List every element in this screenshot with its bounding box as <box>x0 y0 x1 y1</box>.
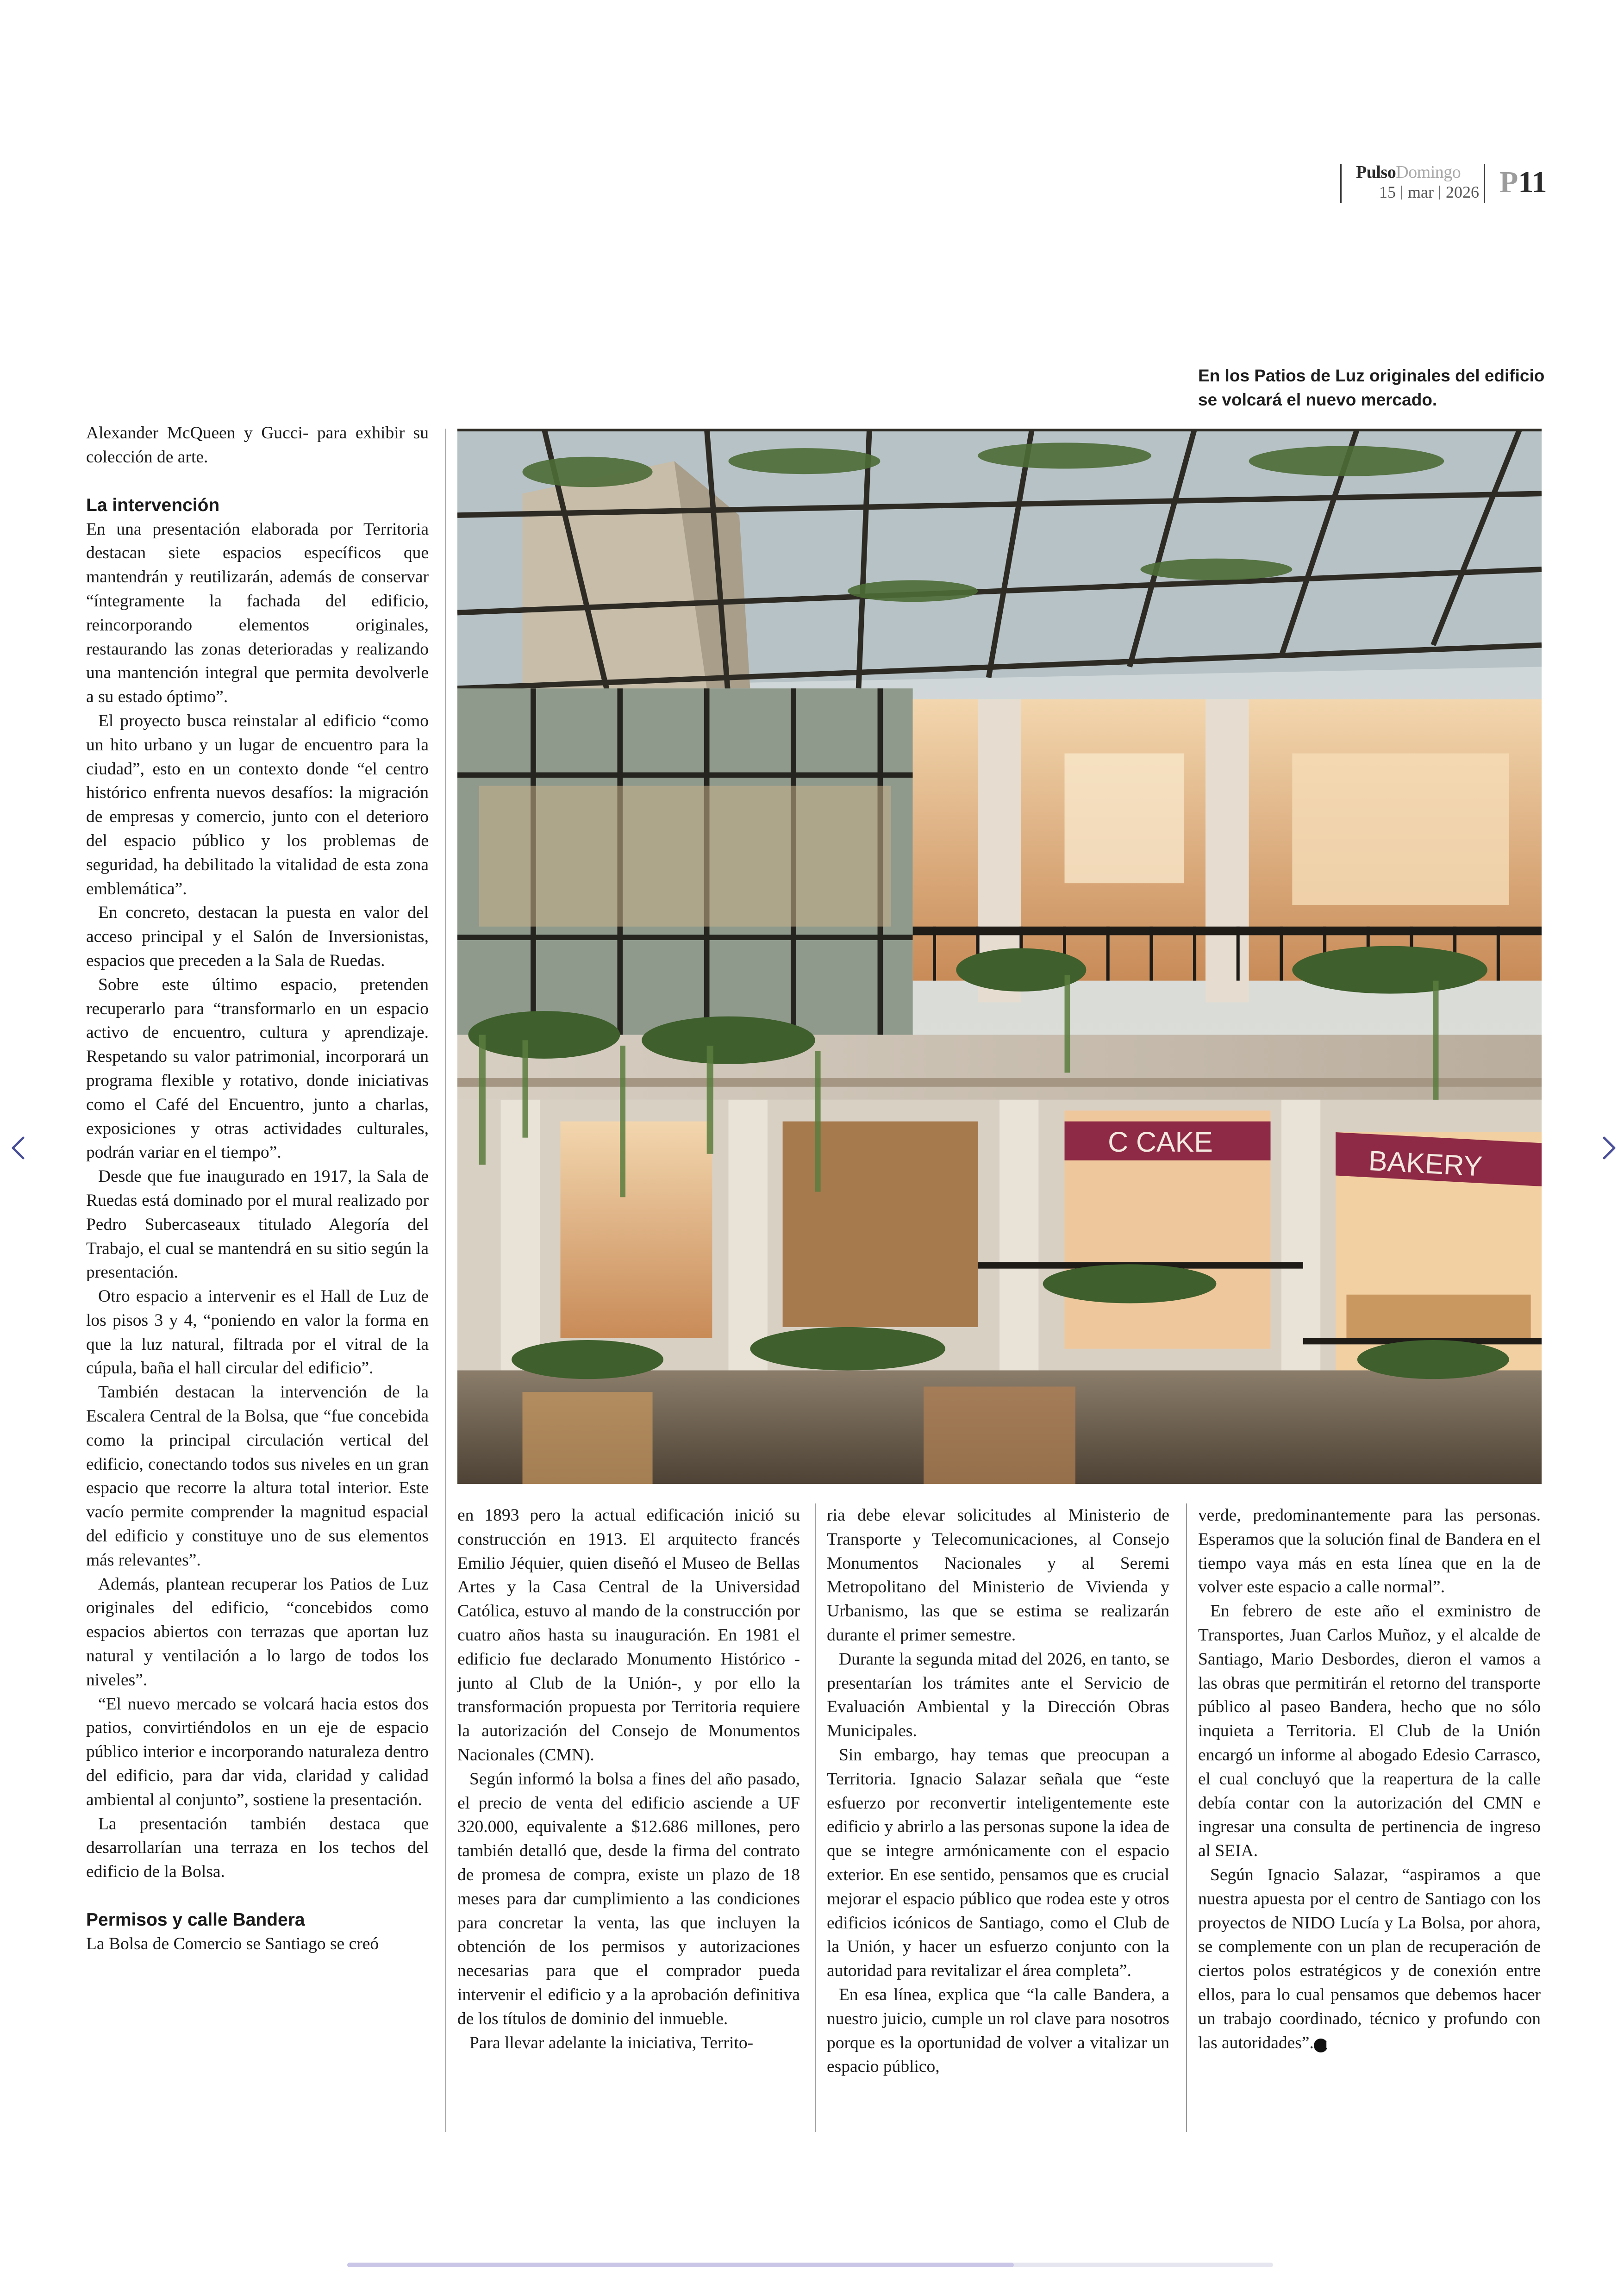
page-number <box>1499 165 1547 200</box>
paragraph-text: Según Ignacio Salazar, “aspiramos a que nuestra apuesta por el centro de Santiago con los proyectos de NIDO Lucía y La Bolsa, por ahora, se complemente con un plan de recuperación de ciertos polos estratégicos y de conexión entre ellos, para lo cual pensamos que debemos hacer un trabajo coordinado, técnico y profundo con las autoridades”. <box>1198 1865 1541 2052</box>
paragraph: También destacan la intervención de la Escalera Central de la Bolsa, que “fue concebida como la principal circulación vertical del edificio, conectando todos sus niveles en un gran espacio que recorre la altura total interior. Este vacío permite comprender la magnitud espacial del edificio y constituye uno de sus elementos más relevantes”. <box>86 1383 429 1570</box>
paragraph: La presentación también destaca que desarrollarían una terraza en los techos del edificio de la Bolsa. <box>86 1814 429 1882</box>
atrium-rendering-image <box>457 429 1542 1484</box>
paragraph: Otro espacio a intervenir es el Hall de Luz de los pisos 3 y 4, “poniendo en valor la forma en que la luz natural, filtrada por el vitral de la cúpula, baña el hall circular del edificio”. <box>86 1287 429 1378</box>
paragraph: Alexander McQueen y Gucci- para exhibir su colección de arte. <box>86 424 429 467</box>
publication-date <box>1379 182 1479 202</box>
header-divider <box>1340 164 1342 203</box>
paragraph: en 1893 pero la actual edificación inició su construcción en 1913. El arquitecto francés Emilio Jéquier, quien diseñó el Museo de Bellas Artes y la Casa Central de la Universidad Católica, estuvo al mando de la construcción por cuatro años hasta su inauguración. En 1981 el edificio fue declarado Monumento Histórico -junto al Club de la Unión-, y por ello la transformación propuesta por Territoria requiere la autorización del Consejo de Monumentos Nacionales (CMN). <box>457 1506 800 1765</box>
end-of-article-icon: P <box>1314 2039 1328 2052</box>
brand-light: Domingo <box>1396 162 1461 182</box>
section-heading-permisos: Permisos y calle Bandera <box>86 1910 305 1930</box>
brand-bold: Pulso <box>1356 162 1396 182</box>
article-column-4 <box>1198 1503 1541 2055</box>
page-prefix: P <box>1499 165 1518 199</box>
paragraph: El proyecto busca reinstalar al edificio “como un hito urbano y un lugar de encuentro para la ciudad”, esto en un contexto donde “el centro histórico enfrenta nuevos desafíos: la migración de empresas y comercio, junto con el deterioro del espacio público y los problemas de seguridad, ha debilitado la vitalidad de esta zona emblemática”. <box>86 711 429 898</box>
paragraph <box>1198 1863 1541 2055</box>
article-column-3 <box>827 1503 1169 2079</box>
date-day: 15 <box>1379 183 1396 201</box>
date-year: 2026 <box>1445 183 1479 201</box>
chevron-left-icon <box>5 1160 32 1168</box>
photo-caption: En los Patios de Luz originales del edificio se volcará el nuevo mercado. <box>1198 366 1545 409</box>
paragraph: “El nuevo mercado se volcará hacia estos dos patios, convirtiéndolos en un eje de espacio público interior e incorporando naturaleza dentro del edificio, para dar vida, claridad y calidad ambiental al conjunto”, sostiene la presentación. <box>86 1694 429 1809</box>
page-number-value: 11 <box>1518 165 1547 199</box>
paragraph: Sin embargo, hay temas que preocupan a Territoria. Ignacio Salazar señala que “este esfuerzo por reconvertir inteligentemente este edificio y abrirlo a las personas supone la idea de que se integre armónicamente con el espacio exterior. En ese sentido, pensamos que es crucial mejorar el espacio público que rodea este y otros edificios icónicos de Santiago, como el Club de la Unión, y hacer un esfuerzo conjunto con la autoridad para revitalizar el área completa”. <box>827 1745 1169 1981</box>
previous-page-button[interactable] <box>5 1129 32 1166</box>
publication-brand <box>1356 162 1461 182</box>
paragraph: En febrero de este año el exministro de Transportes, Juan Carlos Muñoz, y el alcalde de Santiago, Mario Desbordes, dieron el vamos a las obras que permitirán el retorno del transporte público al paseo Bandera, hecho que no sólo inquieta a Territoria. El Club de la Unión encargó un informe al abogado Edesio Carrasco, el cual concluyó que la reapertura de la calle debía contar con la autorización del CMN e ingresar una consulta de pertinencia de ingreso al SEIA. <box>1198 1602 1541 1861</box>
section-heading-intervencion: La intervención <box>86 495 220 515</box>
paragraph: ria debe elevar solicitudes al Ministerio de Transporte y Telecomunicaciones, al Consejo Monumentos Nacionales y al Seremi Metropolitano del Ministerio de Vivienda y Urbanismo, las que se estima se realizarán durante el primer semestre. <box>827 1506 1169 1645</box>
header-divider <box>1484 164 1485 203</box>
next-page-button[interactable] <box>1595 1129 1623 1166</box>
column-rule <box>815 1503 816 2132</box>
page-scrollbar-thumb[interactable] <box>347 2263 1014 2267</box>
sign-cafe: C CAKE <box>1108 1126 1213 1158</box>
paragraph: Desde que fue inaugurado en 1917, la Sala de Ruedas está dominado por el mural realizado por Pedro Subercaseaux titulado Alegoría del Trabajo, el cual se mantendrá en su sitio según la presentación. <box>86 1167 429 1282</box>
paragraph: Además, plantean recuperar los Patios de Luz originales del edificio, “concebidos como espacios abiertos con terrazas que aportan luz natural y ventilación a lo largo de todos los niveles”. <box>86 1574 429 1690</box>
page-header <box>1340 162 1547 205</box>
paragraph: En esa línea, explica que “la calle Bandera, a nuestro juicio, cumple un rol clave para nosotros porque es la oportunidad de volver a vitalizar un espacio público, <box>827 1985 1169 2077</box>
sign-bakery: BAKERY <box>1368 1144 1483 1182</box>
paragraph: Según informó la bolsa a fines del año pasado, el precio de venta del edificio asciende a UF 320.000, equivalente a $12.686 millones, pero también detalló que, desde la firma del contrato de promesa de compra, existe un plazo de 18 meses para dar cumplimiento a las condiciones para concretar la venta, las que incluyen la obtención de los permisos y autorizaciones necesarias para que el comprador pueda intervenir el edificio y a la aprobación definitiva de los títulos de dominio del inmueble. <box>457 1769 800 2028</box>
paragraph: Para llevar adelante la iniciativa, Territo- <box>469 2033 754 2052</box>
article-column-2 <box>457 1503 800 2055</box>
column-rule <box>445 429 446 2132</box>
chevron-right-icon <box>1595 1160 1623 1168</box>
paragraph: En una presentación elaborada por Territoria destacan siete espacios específicos que mantendrán y reutilizarán, además de conservar “íntegramente la fachada del edificio, reincorporando elementos originales, restaurando las zonas deterioradas y realizando una mantención integral que permita devolverle a su estado óptimo”. <box>86 519 429 707</box>
date-month: mar <box>1408 183 1434 201</box>
paragraph: Sobre este último espacio, pretenden recuperarlo para “transformarlo en un espacio activo de encuentro, cultura y aprendizaje. Respetando su valor patrimonial, incorporará un programa flexible y rotativo, donde iniciativas como el Café del Encuentro, junto a charlas, exposiciones y otras actividades culturales, podrán variar en el tiempo”. <box>86 975 429 1162</box>
column-rule <box>1186 1503 1187 2132</box>
paragraph: Durante la segunda mitad del 2026, en tanto, se presentarían los trámites ante el Servicio de Evaluación Ambiental y la Dirección Obras Municipales. <box>827 1649 1169 1741</box>
paragraph: La Bolsa de Comercio se Santiago se creó <box>86 1934 379 1954</box>
article-column-1 <box>86 421 429 1956</box>
paragraph: En concreto, destacan la puesta en valor del acceso principal y el Salón de Inversionistas, espacios que preceden a la Sala de Ruedas. <box>86 903 429 970</box>
paragraph: verde, predominantemente para las personas. Esperamos que la solución final de Bandera en el tiempo vaya más en esta línea que en la de volver este espacio a calle normal”. <box>1198 1506 1541 1597</box>
